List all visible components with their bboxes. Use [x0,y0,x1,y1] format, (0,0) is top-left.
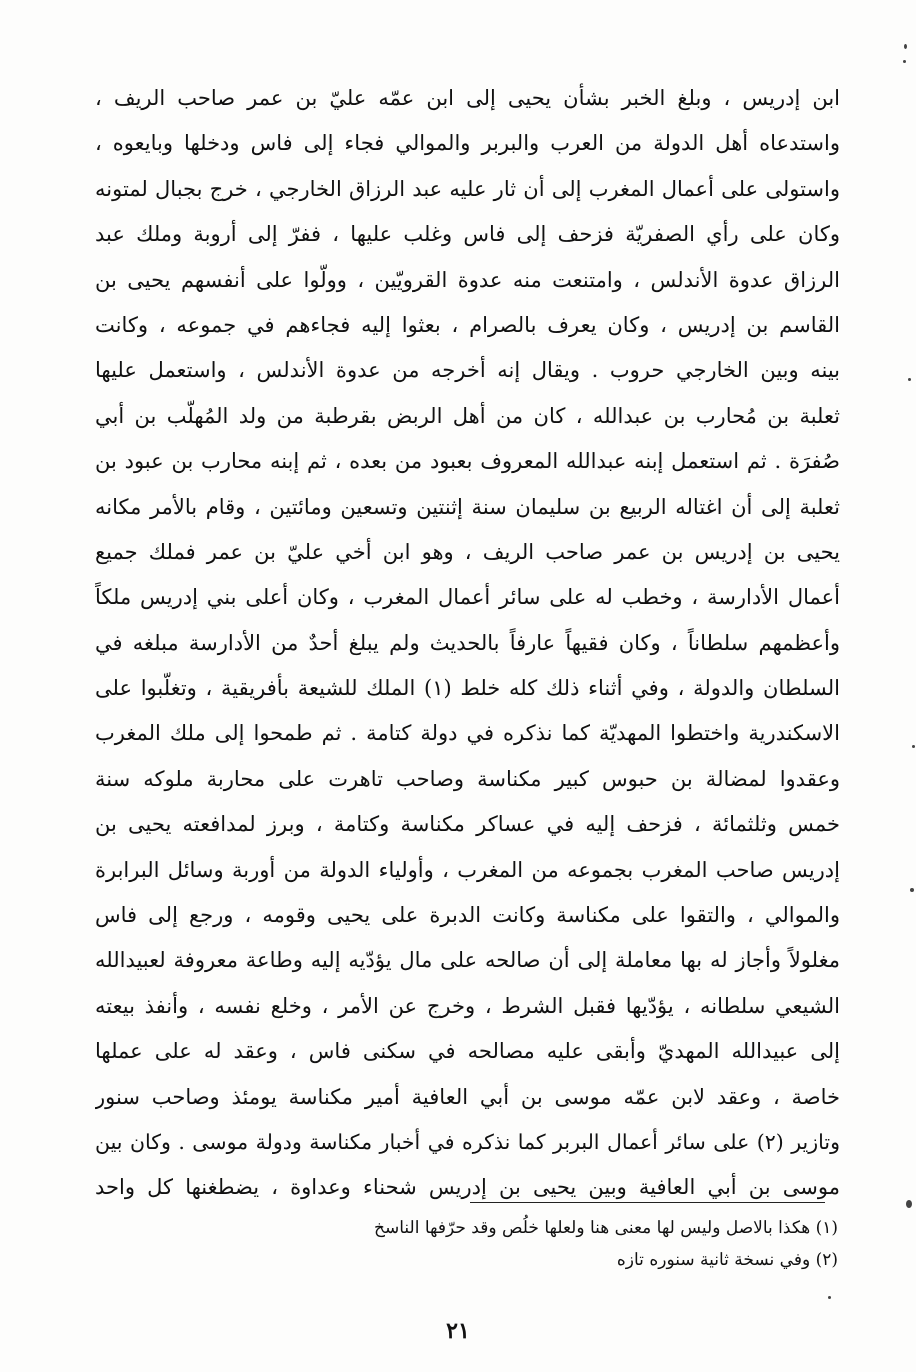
scan-speck [904,44,907,49]
scan-speck [906,1200,912,1208]
text-line: واستدعاه أهل الدولة من العرب والبربر والموالي فجاء إلى فاس ودخلها وبايعوه ، [95,131,840,156]
footnote-1: (١) هكذا بالاصل وليس لها معنى هنا ولعلها خلُص وقد حرّفها الناسخ [374,1218,838,1238]
text-line: الاسكندرية واختطوا المهديّة كما نذكره في دولة كتامة . ثم طمحوا إلى ملك المغرب [95,721,840,746]
text-line: القاسم بن إدريس ، وكان يعرف بالصرام ، بعثوا إليه فجاءهم في جموعه ، وكانت [95,312,840,337]
text-line: الشيعي سلطانه ، يؤدّيها فقبل الشرط ، وخرج عن الأمر ، وخلع نفسه ، وأنفذ بيعته [95,993,840,1018]
text-line: الرزاق عدوة الأندلس ، وامتنعت منه عدوة القرويّين ، وولّوا على أنفسهم يحيى بن [95,267,840,292]
text-line: ثعلبة إلى أن اغتاله الربيع بن سليمان سنة إثنتين وتسعين ومائتين ، وقام بالأمر مكانه [95,494,840,519]
text-line: إلى عبيدالله المهديّ وأبقى عليه مصالحه في سكنى فاس ، وعقد له على عملها [95,1039,840,1064]
scan-speck [828,1296,831,1299]
text-line: واستولى على أعمال المغرب إلى أن ثار عليه عبد الرزاق الخارجي ، خرج بجبال لمتونه [95,176,840,201]
text-line: يحيى بن إدريس بن عمر صاحب الريف ، وهو ابن أخي عليّ بن عمر فملك جميع [95,539,840,564]
footnote-2: (٢) وفي نسخة ثانية سنوره تازه [616,1250,838,1270]
scan-speck [903,60,906,63]
text-line: بينه وبين الخارجي حروب . ويقال إنه أخرجه من عدوة الأندلس ، واستعمل عليها [95,358,840,383]
footnotes-block [260,1212,838,1276]
text-line: ثعلبة بن مُحارب بن عبدالله ، كان من أهل الربض بقرطبة من ولد المُهلّب بن أبي [95,403,840,428]
text-line: ابن إدريس ، وبلغ الخبر بشأن يحيى إلى ابن عمّه عليّ بن عمر صاحب الريف ، [95,86,840,110]
footnote-separator [470,1202,825,1203]
main-text-block [95,76,840,1211]
page-number: ٢١ [446,1318,470,1344]
scan-speck [910,888,914,892]
text-line: موسى بن أبي العافية وبين يحيى بن إدريس شحناء وعداوة ، يضطغنها كل واحد [95,1175,840,1200]
text-line: وعقدوا لمضالة بن حبوس كبير مكناسة وصاحب تاهرت على محاربة ملوكه سنة [95,766,840,791]
text-line: إدريس صاحب المغرب بجموعه من المغرب ، وأولياء الدولة من أوربة وسائل البرابرة [95,857,840,882]
text-line: خمس وثلثمائة ، فزحف إليه في عساكر مكناسة وكتامة ، وبرز لمدافعته يحيى بن [95,812,840,837]
text-line: والموالي ، والتقوا على مكناسة وكانت الدبرة على يحيى وقومه ، ورجع إلى فاس [95,903,840,928]
text-line: وتازير (٢) على سائر أعمال البربر كما نذكره في أخبار مكناسة ودولة موسى . وكان بين [95,1129,840,1154]
text-line: خاصة ، وعقد لابن عمّه موسى بن أبي العافية أمير مكناسة يومئذ وصاحب سنور [95,1084,840,1109]
scan-speck [912,745,915,748]
text-line: وأعظمهم سلطاناً ، وكان فقيهاً عارفاً بالحديث ولم يبلغ أحدٌ من الأدارسة مبلغه في [95,630,840,655]
text-line: السلطان والدولة ، وفي أثناء ذلك كله خلط (١) الملك للشيعة بأفريقية ، وتغلّبوا على [95,676,840,701]
text-line: وكان على رأي الصفريّة فزحف إلى فاس وغلب عليها ، ففرّ إلى أروبة وملك عبد [95,222,840,247]
scan-speck [908,378,911,381]
text-line: أعمال الأدارسة ، وخطب له على سائر أعمال المغرب ، وكان أعلى بني إدريس ملكاً [95,585,840,610]
text-line: مغلولاً وأجاز له بها معاملة إلى أن صالحه على مال يؤدّيه إليه وطاعة معروفة لعبيدالله [95,948,840,973]
text-line: صُفرَة . ثم استعمل إبنه عبدالله المعروف بعبود من بعده ، ثم إبنه محارب بن عبود بن [95,449,840,474]
